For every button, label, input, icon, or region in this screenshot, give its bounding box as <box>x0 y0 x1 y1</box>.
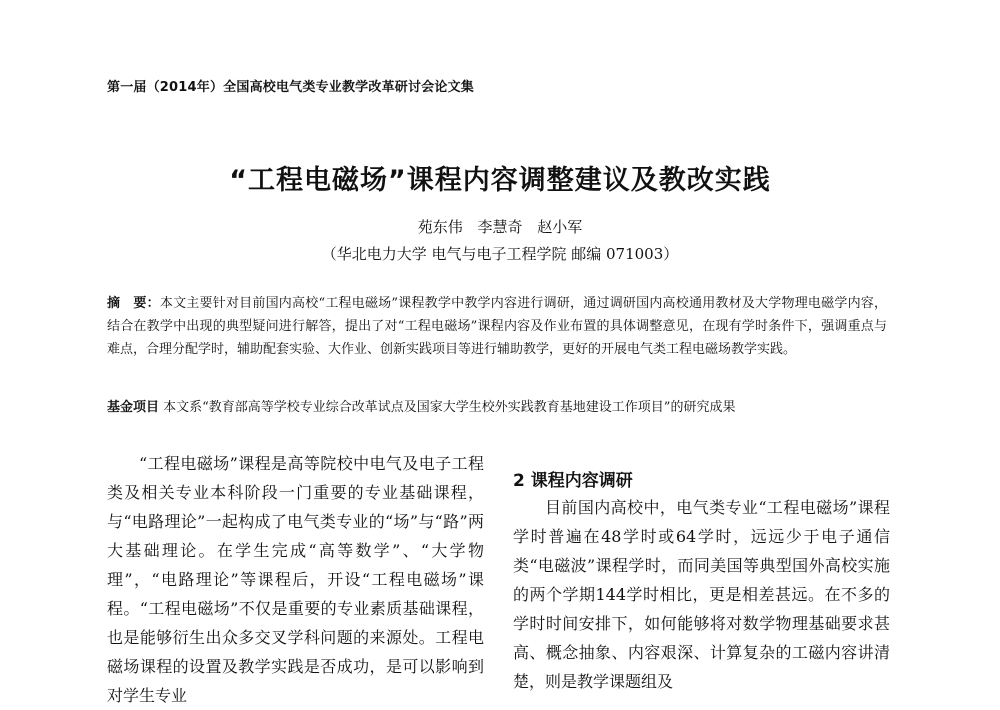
section-heading: 2 课程内容调研 <box>513 471 633 491</box>
running-header: 第一届（2014年）全国高校电气类专业教学改革研讨会论文集 <box>107 80 474 95</box>
abstract <box>107 292 887 361</box>
body-paragraph: “工程电磁场”课程是高等院校中电气及电子工程类及相关专业本科阶段一门重要的专业基础课程，与“电路理论”一起构成了电气类专业的“场”与“路”两大基础理论。在学生完成“高等数学”、“大学物理”，“电路理论”等课程后，开设“工程电磁场”课程。“工程电磁场”不仅是重要的专业素质基础课程，也是能够衍生出众多交叉学科问题的来源处。工程电磁场课程的设置及教学实践是否成功，是可以影响到对学生专业 <box>107 454 484 705</box>
body-left-column <box>107 449 484 710</box>
paper-title: “工程电磁场”课程内容调整建议及教改实践 <box>229 165 771 196</box>
funding-text: 本文系“教育部高等学校专业综合改革试点及国家大学生校外实践教育基地建设工作项目”的研究成果 <box>163 400 736 415</box>
paper-authors: 苑东伟 李慧奇 赵小军 <box>417 218 583 236</box>
body-paragraph: 目前国内高校中，电气类专业“工程电磁场”课程学时普遍在48学时或64学时，远远少于电子通信类“电磁波”课程学时，而同美国等典型国外高校实施的两个学期144学时相比，更是相差甚远。在不多的学时时间安排下，如何能够将对数学物理基础要求甚高、概念抽象、内容艰深、计算复杂的工磁内容讲清楚，则是教学课题组及 <box>513 498 890 691</box>
funding-label: 基金项目 <box>107 400 160 415</box>
abstract-label: 摘 要： <box>107 296 160 311</box>
abstract-text: 本文主要针对目前国内高校“工程电磁场”课程教学中教学内容进行调研，通过调研国内高校通用教材及大学物理电磁学内容，结合在教学中出现的典型疑问进行解答，提出了对“工程电磁场”课程内容及作业布置的具体调整意见，在现有学时条件下，强调重点与难点，合理分配学时，辅助配套实验、大作业、创新实践项目等进行辅助教学，更好的开展电气类工程电磁场教学实践。 <box>107 296 887 357</box>
funding-note <box>107 398 887 418</box>
body-right-column <box>513 493 890 696</box>
paper-affiliation: （华北电力大学 电气与电子工程学院 邮编 071003） <box>321 245 679 263</box>
